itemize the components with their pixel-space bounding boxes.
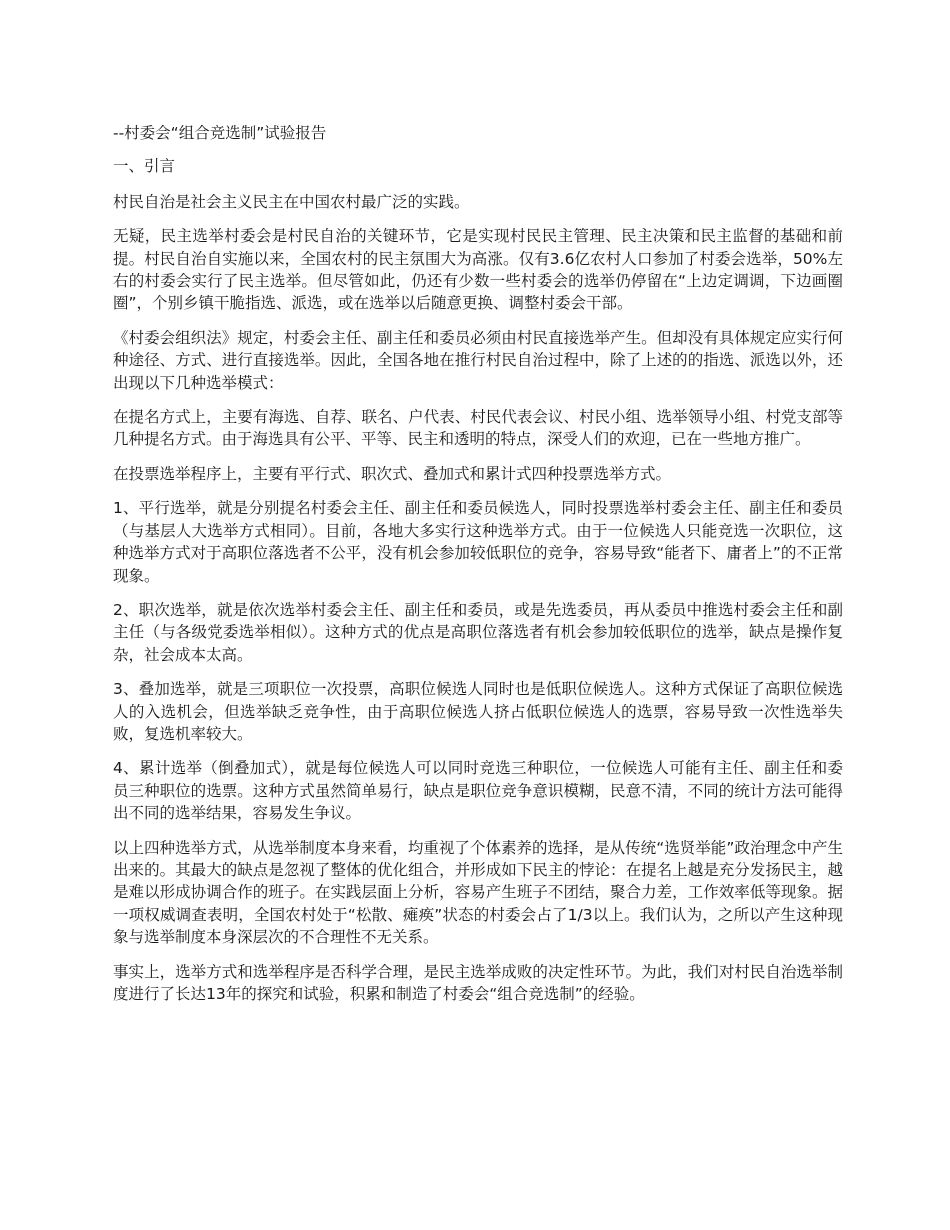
paragraph: 1、平行选举，就是分别提名村委会主任、副主任和委员候选人，同时投票选举村委会主任、副主任和委员（与基层人大选举方式相同）。目前，各地大多实行这种选举方式。由于一位候选人只能竞选一次职位，这种选举方式对于高职位落选者不公平，没有机会参加较低职位的竞争，容易导致“能者下、庸者上”的不正常现象。 [113,499,843,585]
section-heading: 一、引言 [113,157,176,176]
paragraph: 2、职次选举，就是依次选举村委会主任、副主任和委员，或是先选委员，再从委员中推选村委会主任和副主任（与各级党委选举相似）。这种方式的优点是高职位落选者有机会参加较低职位的选举，缺点是操作复杂，社会成本太高。 [113,600,843,664]
paragraph: 《村委会组织法》规定，村委会主任、副主任和委员必须由村民直接选举产生。但却没有具体规定应实行何种途径、方式、进行直接选举。因此，全国各地在推行村民自治过程中，除了上述的的指选、派选以外，还出现以下几种选举模式： [113,328,843,392]
paragraph: 在提名方式上，主要有海选、自荐、联名、户代表、村民代表会议、村民小组、选举领导小组、村党支部等几种提名方式。由于海选具有公平、平等、民主和透明的特点，深受人们的欢迎，已在一些地方推广。 [113,408,843,449]
paragraph: 3、叠加选举，就是三项职位一次投票，高职位候选人同时也是低职位候选人。这种方式保证了高职位候选人的入选机会，但选举缺乏竞争性，由于高职位候选人挤占低职位候选人的选票，容易导致一次性选举失败，复选机率较大。 [113,680,843,743]
paragraph: 村民自治是社会主义民主在中国农村最广泛的实践。 [113,192,470,211]
document-title: --村委会“组合竞选制”试验报告 [113,124,327,142]
paragraph: 以上四种选举方式，从选举制度本身来看，均重视了个体素养的选择，是从传统“选贤举能”政治理念中产生出来的。其最大的缺点是忽视了整体的优化组合，并形成如下民主的悖论：在提名上越是充分发扬民主，越是难以形成协调合作的班子。在实践层面上分析，容易产生班子不团结，聚合力差，工作效率低等现象。据一项权威调查表明，全国农村处于“松散、瘫痪”状态的村委会占了1/3以上。我们认为，之所以产生这种现象与选举制度本身深层次的不合理性不无关系。 [113,838,843,947]
paragraph: 无疑，民主选举村委会是村民自治的关键环节，它是实现村民民主管理、民主决策和民主监督的基础和前提。村民自治自实施以来，全国农村的民主氛围大为高涨。仅有3.6亿农村人口参加了村委会选举，50%左右的村委会实行了民主选举。但尽管如此，仍还有少数一些村委会的选举仍停留在“上边定调调，下边画圈圈”，个别乡镇干脆指选、派选，或在选举以后随意更换、调整村委会干部。 [113,227,843,313]
paragraph: 4、累计选举（倒叠加式），就是每位候选人可以同时竞选三种职位，一位候选人可能有主任、副主任和委员三种职位的选票。这种方式虽然简单易行，缺点是职位竞争意识模糊，民意不清，不同的统计方法可能得出不同的选举结果，容易发生争议。 [113,759,843,823]
paragraph: 事实上，选举方式和选举程序是否科学合理，是民主选举成败的决定性环节。为此，我们对村民自治选举制度进行了长达13年的探究和试验，积累和制造了村委会“组合竞选制”的经验。 [113,962,843,1003]
document-body [113,122,843,1017]
paragraph: 在投票选举程序上，主要有平行式、职次式、叠加式和累计式四种投票选举方式。 [113,464,672,483]
